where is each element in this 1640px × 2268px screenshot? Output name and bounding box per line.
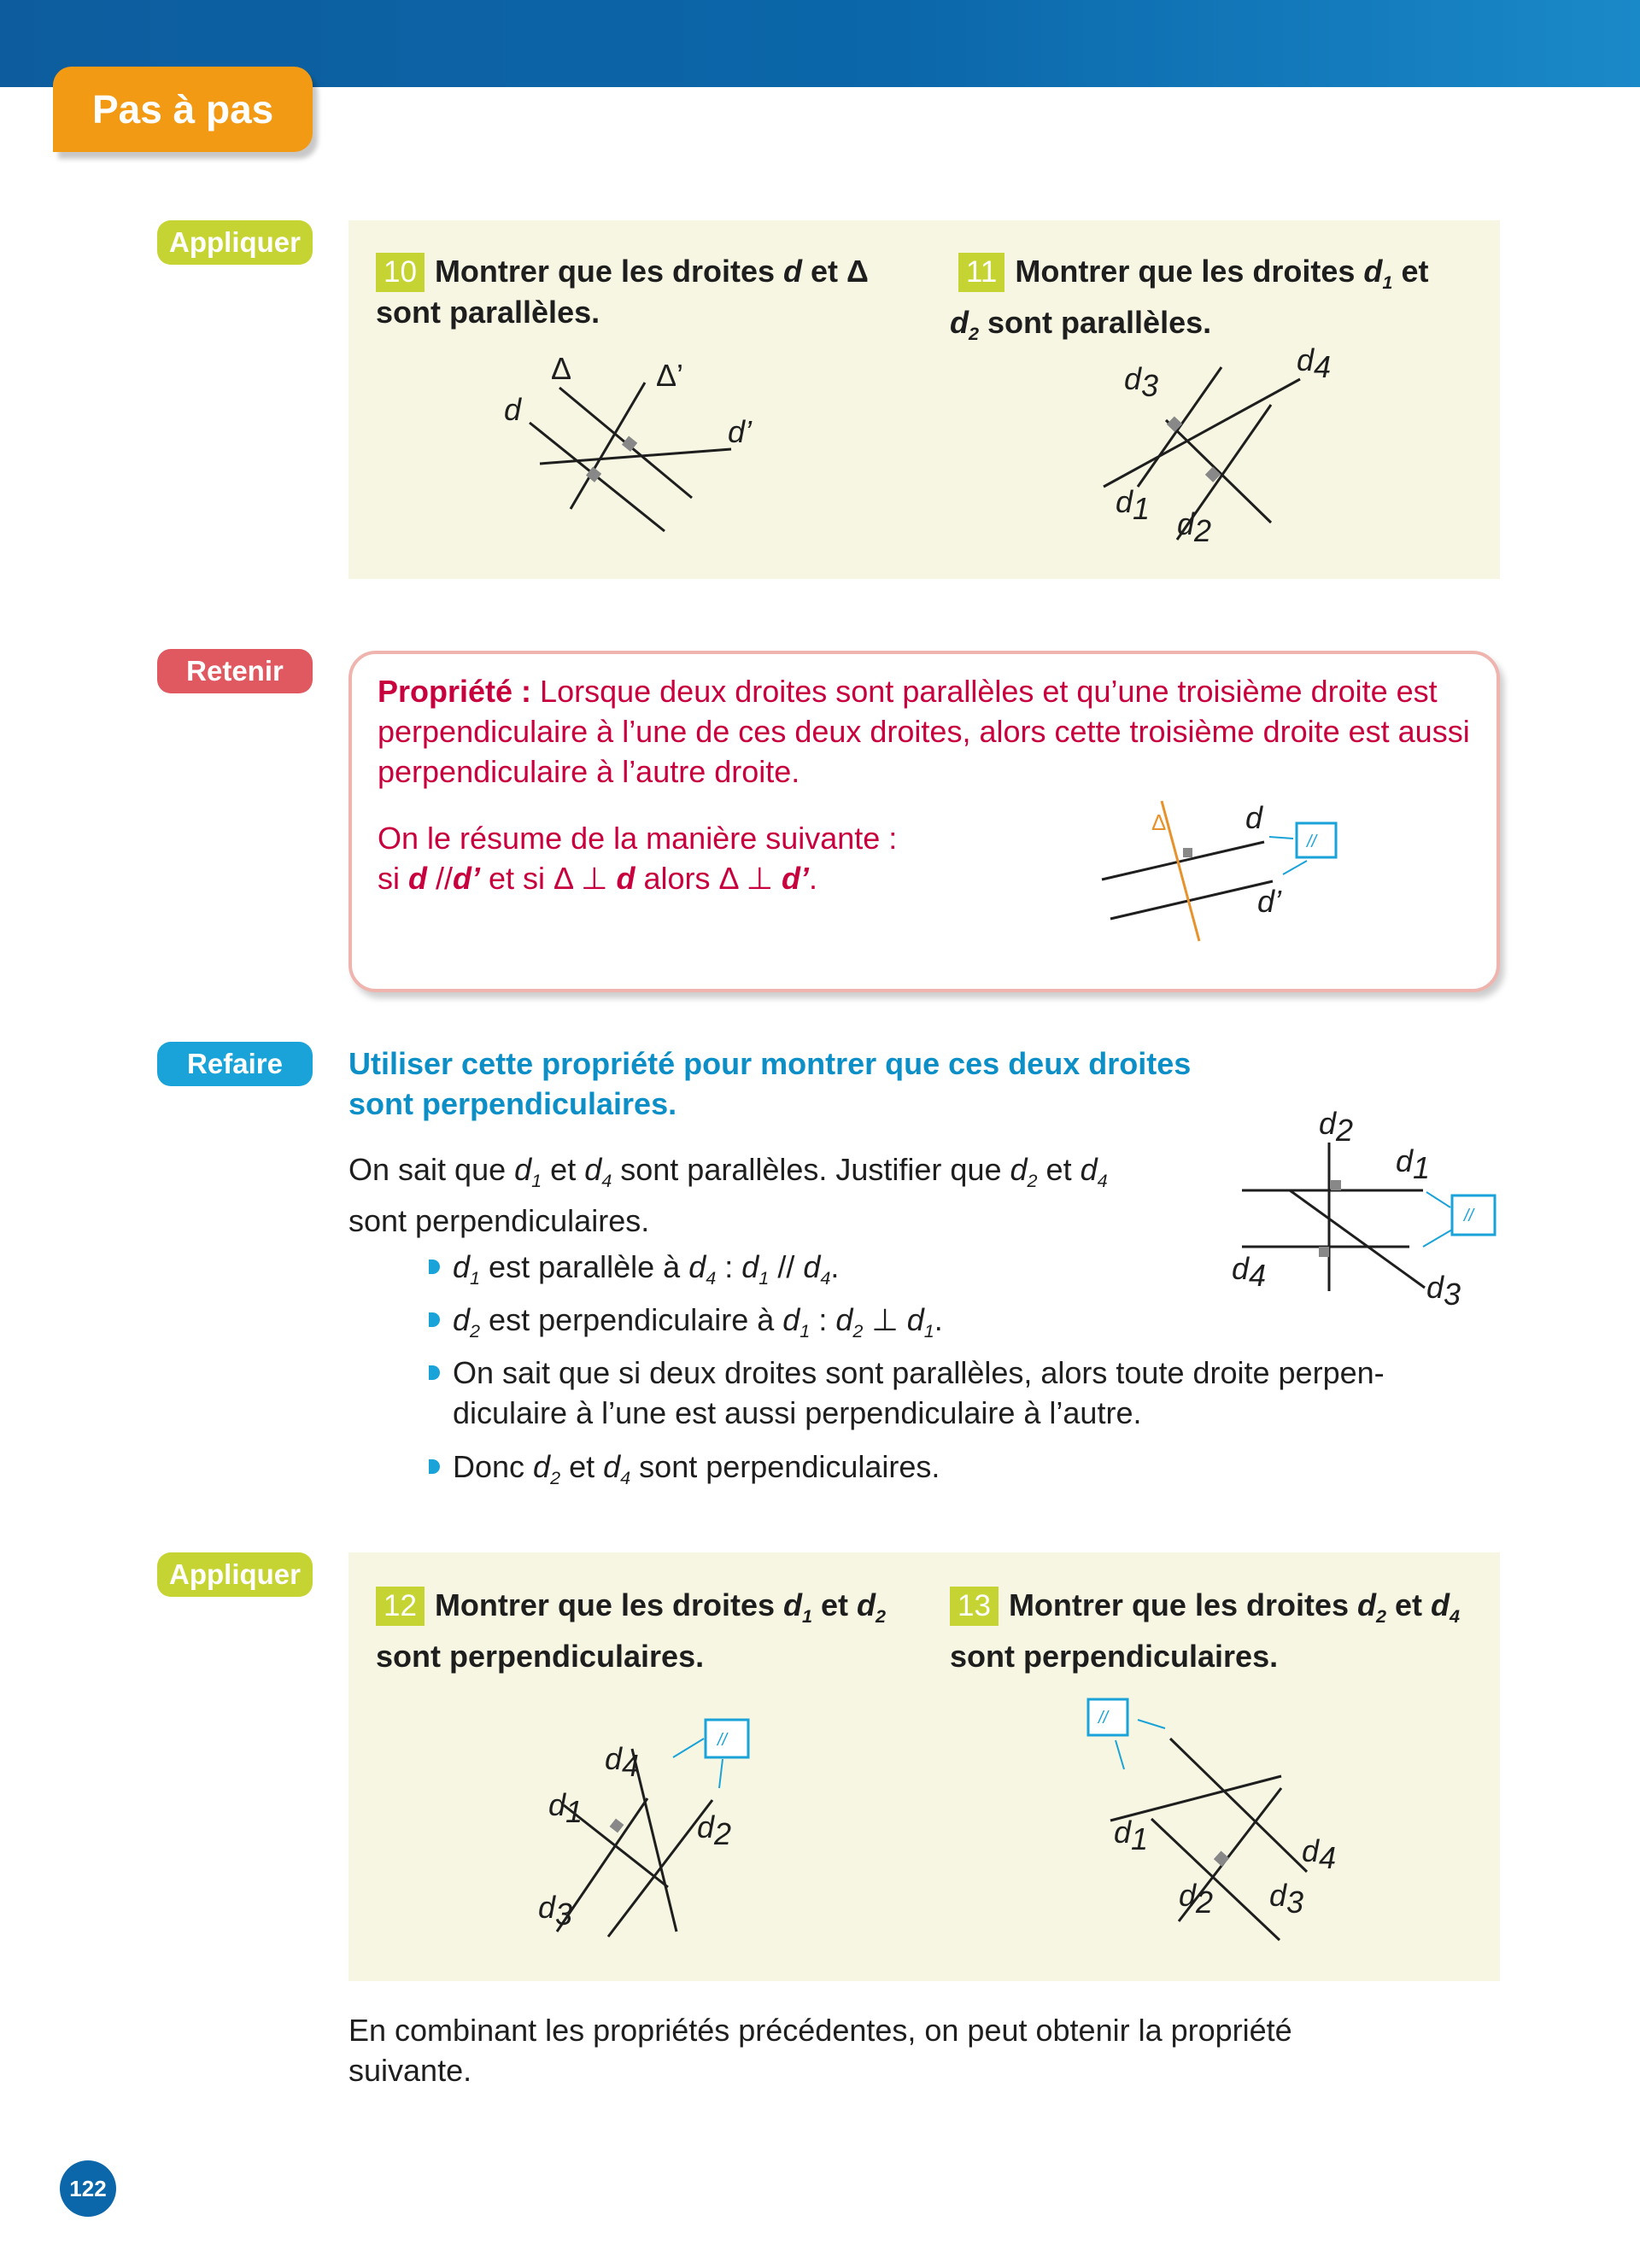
refaire-tag: Refaire <box>157 1042 313 1086</box>
exercise-11-statement: 11 Montrer que les droites $d_1$ et $d_2$ sont parallèles. <box>950 254 1429 345</box>
label-d1: d1 <box>548 1787 583 1829</box>
exercise-10-statement: 10 Montrer que les droites d et Δ sont parallèles. <box>376 254 869 330</box>
exercise-12-statement: 12 Montrer que les droites $d_1$ et $d_2$ sont perpendiculaires. <box>376 1587 887 1675</box>
label-d2: d2 <box>1177 506 1212 548</box>
refaire-question: On sait que $d_1$ et $d_4$ sont parallèles. Justifier que $d_2$ et $d_4$ sont perpendiculaires. <box>348 1152 1108 1239</box>
label-delta-prime: Δ’ <box>656 358 684 393</box>
label-d3: d3 <box>1426 1270 1461 1312</box>
figure-property <box>1093 794 1367 948</box>
label-d3: d3 <box>538 1890 573 1932</box>
page-number: 122 <box>60 2160 116 2217</box>
exercise-13-statement: 13 Montrer que les droites $d_2$ et $d_4$ sont perpendiculaires. <box>950 1587 1461 1675</box>
bullet-2: $d_2$ est perpendiculaire à $d_1$ : $d_2$ ⊥ $d_1$. <box>453 1300 943 1351</box>
parallel-symbol: // <box>1464 1207 1474 1225</box>
label-d3: d3 <box>1124 361 1159 403</box>
label-d4: d4 <box>1297 342 1332 384</box>
label-d-prime: d’ <box>1257 884 1282 919</box>
label-d2: d2 <box>697 1809 732 1851</box>
figure-ex11 <box>1085 342 1358 555</box>
section-title: Pas à pas <box>53 67 313 152</box>
label-d1: d1 <box>1116 484 1151 526</box>
label-delta: Δ <box>551 351 572 386</box>
exercise-number: 12 <box>376 1587 425 1626</box>
property-text: Propriété : Lorsque deux droites sont parallèles et qu’une troisième droite est perpendiculaire à l’une de ces deux droites, alors cette troisième droite est aussi perpendiculaire à l’autre droite. <box>378 674 1470 789</box>
property-summary: On le résume de la manière suivante : si d //d’ et si Δ ⊥ d alors Δ ⊥ d’. <box>378 821 898 896</box>
label-d2: d2 <box>1179 1878 1214 1920</box>
label-d-prime: d’ <box>728 414 753 449</box>
figure-ex10 <box>478 342 760 547</box>
label-d4: d4 <box>605 1741 640 1783</box>
appliquer-tag: Appliquer <box>157 220 313 265</box>
label-d4: d4 <box>1302 1833 1337 1875</box>
figure-refaire <box>1221 1102 1503 1324</box>
retenir-tag: Retenir <box>157 649 313 693</box>
parallel-symbol: // <box>718 1731 728 1750</box>
exercise-number: 10 <box>376 253 425 292</box>
exercise-number: 11 <box>958 253 1004 292</box>
label-d1: d1 <box>1396 1143 1431 1185</box>
label-d: d <box>504 392 522 427</box>
label-d3: d3 <box>1269 1878 1304 1920</box>
refaire-title: Utiliser cette propriété pour montrer que ces deux droites sont perpendiculaires. <box>348 1046 1192 1121</box>
label-d4: d4 <box>1232 1251 1267 1293</box>
label-d1: d1 <box>1114 1815 1149 1856</box>
figure-ex13 <box>1076 1691 1367 1947</box>
label-delta: Δ <box>1151 810 1167 835</box>
appliquer-tag-2: Appliquer <box>157 1552 313 1597</box>
footer-text: En combinant les propriétés précédentes, on peut obtenir la propriété suivante. <box>348 2013 1292 2088</box>
parallel-symbol: // <box>1098 1709 1109 1727</box>
bullet-1: $d_1$ est parallèle à $d_4$ : $d_1 // d_4$. <box>453 1247 839 1298</box>
parallel-symbol: // <box>1307 833 1317 851</box>
bullet-4: Donc $d_2$ et $d_4$ sont perpendiculaires. <box>453 1447 940 1498</box>
bullet-3: On sait que si deux droites sont parallèles, alors toute droite perpen-diculaire à l’une est aussi perpendiculaire à l’autre. <box>453 1353 1495 1433</box>
exercise-number: 13 <box>950 1587 999 1626</box>
label-d2: d2 <box>1319 1106 1354 1148</box>
label-d: d <box>1245 800 1263 835</box>
figure-ex12 <box>530 1708 786 1955</box>
